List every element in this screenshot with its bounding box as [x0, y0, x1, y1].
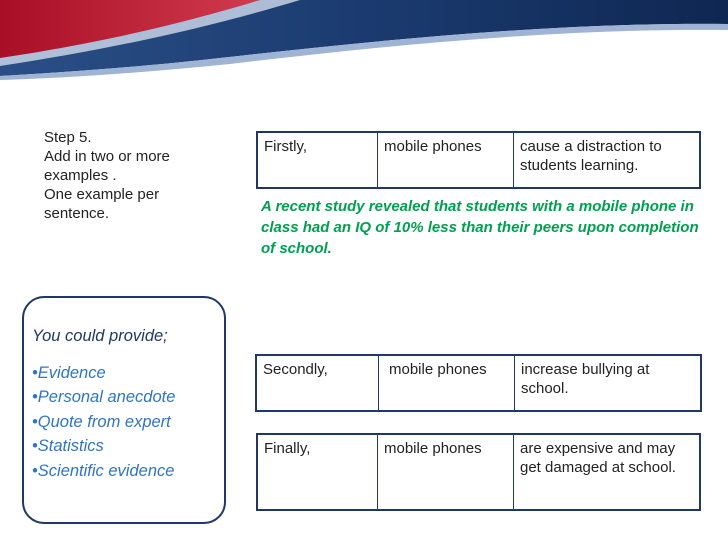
row-connective: Firstly, — [264, 138, 308, 155]
step-line: sentence. — [44, 205, 110, 222]
row-subject: mobile phones — [377, 435, 513, 509]
example-row-secondly — [255, 354, 702, 412]
banner-graphic — [0, 0, 728, 80]
provide-item: •Statistics — [32, 437, 104, 455]
header-banner — [0, 0, 728, 80]
row-point: increase bullying at school. — [514, 356, 700, 410]
row-connective: Finally, — [264, 440, 311, 457]
row-connective: Secondly, — [263, 361, 328, 378]
example-row-firstly — [256, 131, 701, 189]
step-line: examples . — [44, 167, 117, 184]
provide-heading: You could provide; — [32, 327, 168, 345]
example-evidence-text: A recent study revealed that students with a mobile phone in class had an IQ of 10% less than their peers upon completion of school. — [261, 198, 699, 257]
step-line: Add in two or more — [44, 148, 170, 165]
provide-item: •Quote from expert — [32, 412, 171, 431]
provide-item: •Evidence — [32, 363, 106, 382]
example-row-finally — [256, 433, 701, 511]
step-line: Step 5. — [44, 129, 92, 146]
row-subject: mobile phones — [377, 133, 513, 187]
row-subject: mobile phones — [378, 356, 514, 410]
provide-options-box — [22, 296, 226, 524]
provide-item: •Personal anecdote — [32, 388, 176, 406]
row-point: are expensive and may get damaged at school. — [513, 435, 699, 509]
provide-item: •Scientific evidence — [32, 461, 175, 480]
step-line: One example per — [44, 186, 160, 203]
step-instructions — [44, 128, 244, 223]
row-point: cause a distraction to students learning. — [513, 133, 699, 187]
